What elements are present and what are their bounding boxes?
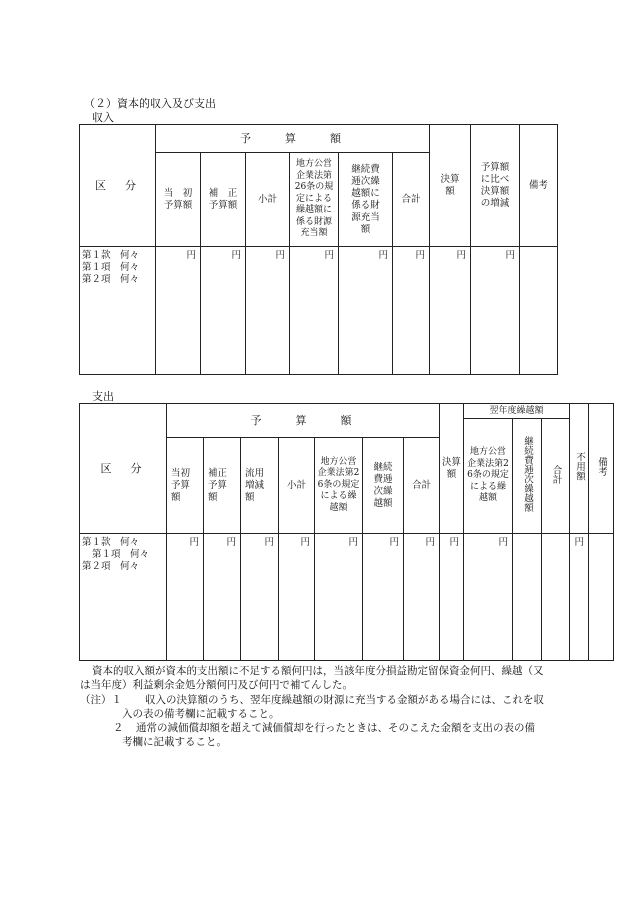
expense-yen-kessan: 円 <box>440 534 464 661</box>
income-initial-header: 当 初 予算額 <box>156 153 201 247</box>
income-row-3: 第２項 何々 <box>82 274 140 285</box>
note-2-number: ２ <box>113 722 124 734</box>
expense-carry-header: 翌年度繰越額 <box>464 404 570 419</box>
note-1-line-2: 入の表の備考欄に記載すること。 <box>122 708 280 720</box>
expense-bikou-cell <box>589 534 614 661</box>
income-law26-header: 地方公営 企業法第 26条の規 定による 繰越額に 係る財源 充当額 <box>290 153 339 247</box>
income-keizoku-header: 継続費 逓次繰 越額に 係る財 源充当 額 <box>339 153 393 247</box>
income-yen-kessan: 円 <box>430 247 471 375</box>
note-2-line-2: 考欄に記載すること。 <box>122 736 227 748</box>
expense-ryuyo-header: 流用 増減 額 <box>241 438 279 534</box>
income-yen-law26: 円 <box>290 247 339 375</box>
income-bikou-header: 備考 <box>520 125 558 247</box>
expense-carry-total-cell <box>542 534 570 661</box>
expense-yen-keizoku: 円 <box>363 534 404 661</box>
income-yen-keizoku: 円 <box>339 247 393 375</box>
expense-yen-initial: 円 <box>167 534 204 661</box>
income-label: 収入 <box>92 111 114 124</box>
expense-subtotal-header: 小計 <box>279 438 315 534</box>
expense-yen-ryuyo: 円 <box>241 534 279 661</box>
expense-kessan-header: 決算 額 <box>440 404 464 534</box>
income-subtotal-header: 小計 <box>246 153 290 247</box>
expense-yen-subtotal: 円 <box>279 534 315 661</box>
expense-carry-keizoku-header: 継続費逓次繰越額 <box>513 419 542 534</box>
income-yen-supplement: 円 <box>201 247 246 375</box>
income-kessan-header: 決算 額 <box>430 125 471 247</box>
expense-kubun-header: 区 分 <box>80 404 167 534</box>
expense-supplement-header: 補正 予算 額 <box>204 438 241 534</box>
expense-carry-total-header: 合計 <box>542 419 570 534</box>
expense-keizoku-header: 継続 費逓 次繰 越額 <box>363 438 404 534</box>
income-yen-subtotal: 円 <box>246 247 290 375</box>
income-zougen-header: 予算額 に比べ 決算額 の増減 <box>471 125 520 247</box>
income-kubun-header: 区 分 <box>80 125 156 247</box>
income-yen-total: 円 <box>393 247 430 375</box>
expense-yen-supplement: 円 <box>204 534 241 661</box>
expense-table <box>79 403 614 661</box>
expense-yen-total: 円 <box>404 534 440 661</box>
income-total-header: 合計 <box>393 153 430 247</box>
expense-yen-law26: 円 <box>315 534 363 661</box>
paragraph-line-2: は当年度）利益剰余金処分額何円及び何円で補てんした。 <box>80 679 353 691</box>
note-prefix: （注）１ <box>80 694 122 706</box>
expense-yen-fuyou: 円 <box>570 534 589 661</box>
income-supplement-header: 補 正 予算額 <box>201 153 246 247</box>
note-2-line-1: 通常の減価償却額を超えて減価償却を行ったときは、そのこえた金額を支出の表の備 <box>136 722 535 734</box>
expense-row-2: 第１項 何々 <box>92 549 150 560</box>
paragraph-line-1: 資本的収入額が資本的支出額に不足する額何円は，当該年度分損益勘定留保資金何円、繰越（又 <box>92 665 544 677</box>
income-row-1: 第１款 何々 <box>82 250 140 261</box>
income-bikou-cell <box>520 247 558 375</box>
expense-fuyou-header: 不用額 <box>570 404 589 534</box>
expense-label: 支出 <box>92 390 114 403</box>
expense-bikou-header: 備考 <box>589 404 614 534</box>
section-title: （２）資本的収入及び支出 <box>84 97 216 110</box>
income-yen-zougen: 円 <box>471 247 520 375</box>
income-row-labels <box>80 247 156 375</box>
expense-total-header: 合計 <box>404 438 440 534</box>
expense-initial-header: 当初 予算 額 <box>167 438 204 534</box>
income-yen-initial: 円 <box>156 247 201 375</box>
expense-carry-keizoku-cell <box>513 534 542 661</box>
expense-row-3: 第２項 何々 <box>82 561 140 572</box>
expense-yosan-header: 予 算 額 <box>167 404 440 438</box>
expense-row-labels <box>80 534 167 661</box>
expense-law26-header: 地方公営企業法第26条の規定による繰越額 <box>315 438 363 534</box>
expense-row-1: 第１款 何々 <box>82 537 140 548</box>
income-table <box>79 124 558 375</box>
note-1-line-1: 収入の決算額のうち、翌年度繰越額の財源に充当する金額がある場合には、これを収 <box>145 694 544 706</box>
expense-yen-carry-law26: 円 <box>464 534 513 661</box>
income-row-2: 第１項 何々 <box>82 262 140 273</box>
income-yosan-header: 予 算 額 <box>156 125 430 153</box>
expense-carry-law26-header: 地方公営企業法第26条の規定による繰越額 <box>464 419 513 534</box>
